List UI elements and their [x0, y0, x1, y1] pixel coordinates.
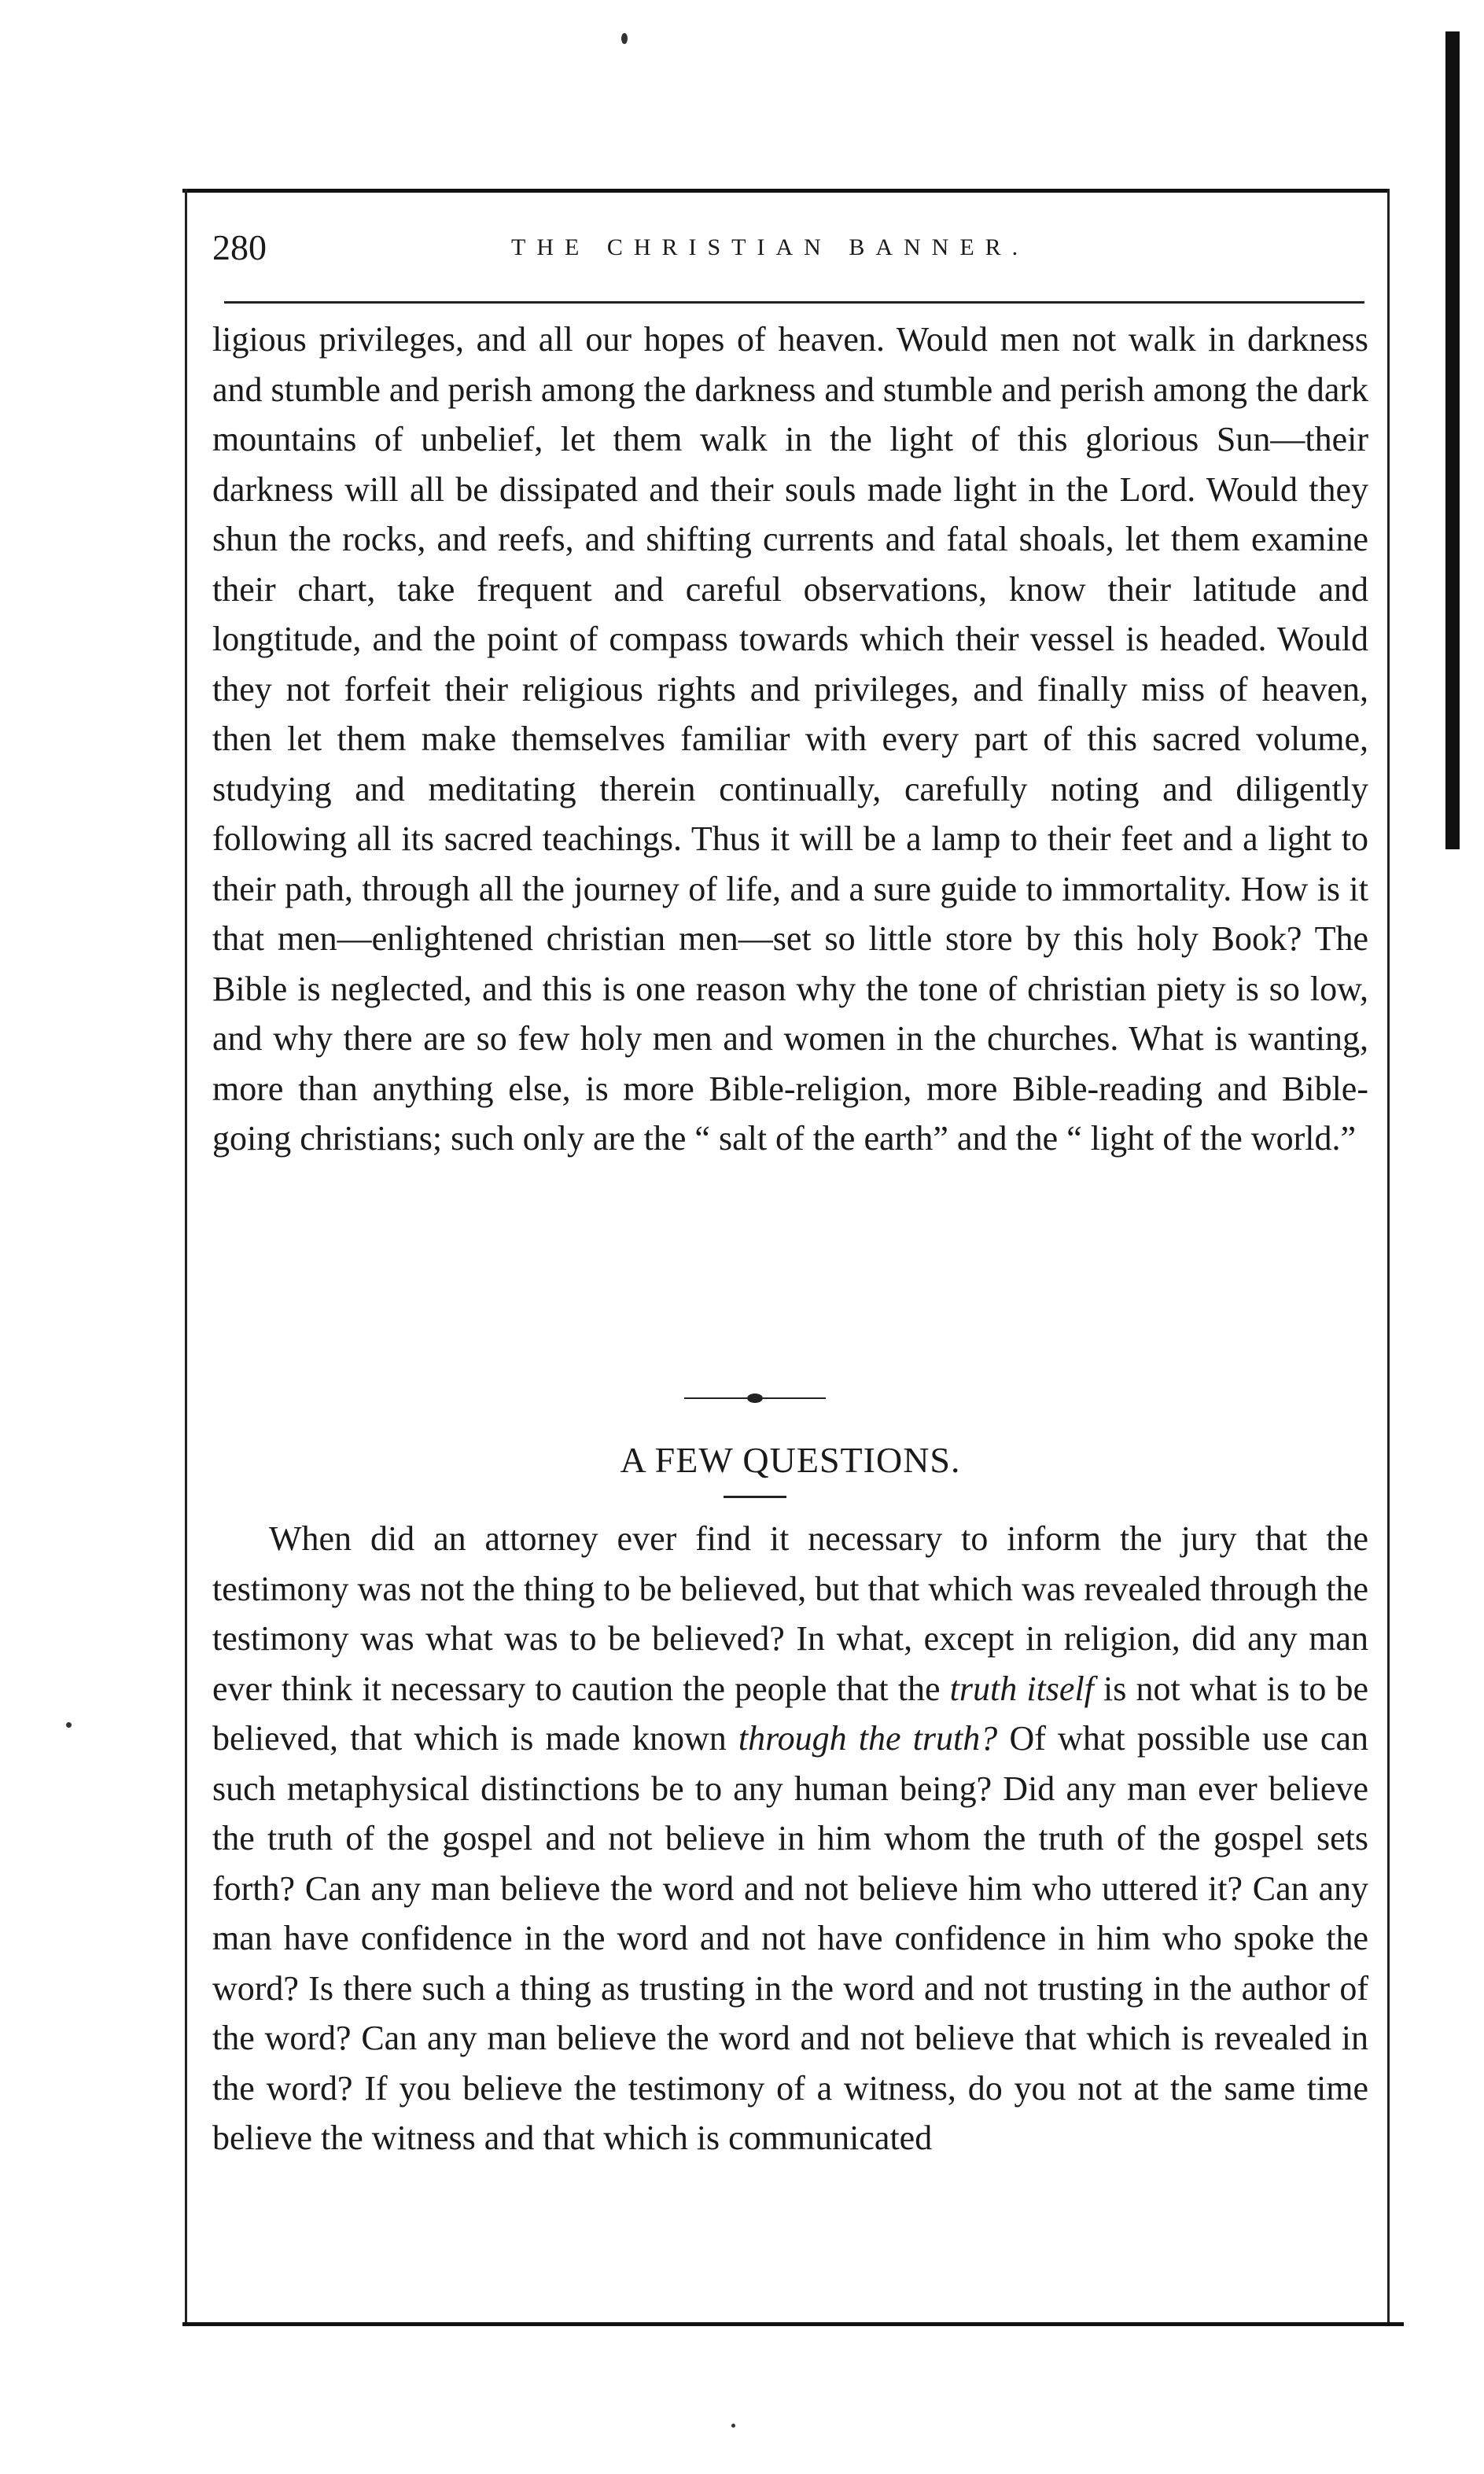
- section-body: [212, 1514, 1368, 2163]
- scan-speck: [621, 33, 628, 44]
- running-head: [212, 224, 1368, 279]
- header-rule: [224, 301, 1364, 304]
- page-frame-bottom: [182, 2322, 1404, 2326]
- ornament-line-left: [684, 1397, 747, 1399]
- ornament-line-right: [763, 1397, 826, 1399]
- ornament-dot: [747, 1393, 763, 1403]
- scan-speck: [66, 1722, 72, 1728]
- italic-phrase: truth itself: [949, 1669, 1094, 1708]
- page-frame-top: [182, 189, 1390, 193]
- scan-edge-mark: [1445, 31, 1460, 849]
- continuation-text: [212, 315, 1368, 1164]
- section-title: A FEW QUESTIONS.: [620, 1440, 961, 1480]
- paragraph-text: When did an attorney ever find it necessary to inform the jury that the testimony was not the thing to be believed, but that which was revealed through the testimony was what was to be believed? In what, except in religion, did any man ever think it necessary to caution the people that the: [212, 1519, 1368, 1708]
- section-paragraph: [212, 1514, 1368, 2163]
- scan-speck: [731, 2424, 735, 2428]
- page-frame-left: [185, 189, 187, 2324]
- section-ornament: [684, 1393, 826, 1403]
- page-number: 280: [212, 227, 267, 267]
- paragraph-text: is not what is to be believed, that which is made known: [212, 1669, 1369, 1758]
- paragraph-text: Of what possible use can such metaphysical distinctions be to any human being? Did any man ever believe the truth of the gospel and not believe in him whom the truth of the gospel sets forth? Can any man believe the word and not believe him who uttered it? Can any man have confidence in the word and not have confidence in him who spoke the word? Is there such a thing as trusting in the word and not trusting in the author of the word? Can any man believe the word and not believe that which is revealed in the word? If you believe the testimony of a witness, do you not at the same time believe the witness and that which is communicated: [212, 1719, 1368, 2157]
- continuation-paragraph: ligious privileges, and all our hopes of heaven. Would men not walk in darkness and stumble and perish among the darkness and stumble and perish among the dark mountains of unbelief, let them walk in the light of this glorious Sun—their darkness will all be dissipated and their souls made light in the Lord. Would they shun the rocks, and reefs, and shifting currents and fatal shoals, let them examine their chart, take frequent and careful observations, know their latitude and longtitude, and the point of compass towards which their vessel is headed. Would they not forfeit their religious rights and privileges, and finally miss of heaven, then let them make themselves familiar with every part of this sacred volume, studying and meditating therein continually, carefully noting and diligently following all its sacred teachings. Thus it will be a lamp to their feet and a light to their path, through all the journey of life, and a sure guide to immortality. How is it that men—enlightened christian men—set so little store by this holy Book? The Bible is neglected, and this is one reason why the tone of christian piety is so low, and why there are so few holy men and women in the churches. What is wanting, more than anything else, is more Bible-religion, more Bible-reading and Bible-going christians; such only are the “ salt of the earth” and the “ light of the world.”: [212, 320, 1368, 1158]
- section-title-rule: [724, 1496, 786, 1498]
- italic-phrase: through the truth?: [738, 1719, 998, 1758]
- page-header-title: THE CHRISTIAN BANNER.: [511, 234, 1029, 260]
- page-frame-right: [1387, 189, 1390, 2324]
